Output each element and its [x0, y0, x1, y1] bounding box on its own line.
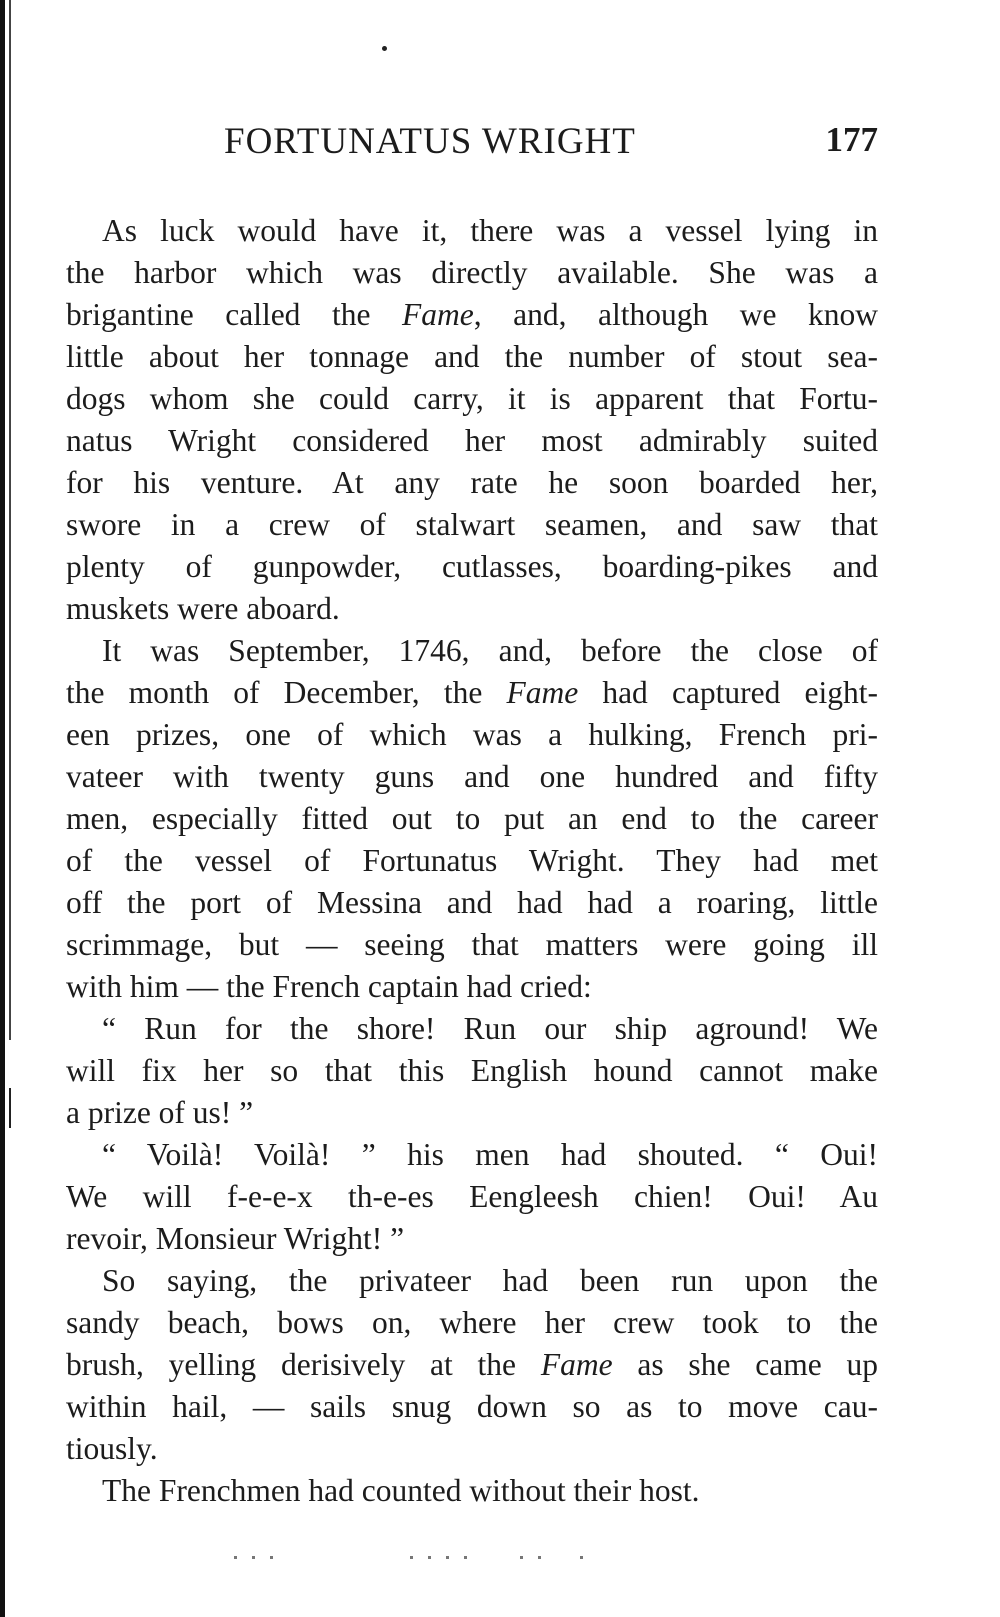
body-text	[66, 210, 878, 1512]
text-line: men, especially fitted out to put an end to the career	[66, 801, 878, 836]
text-line: plenty of gunpowder, cutlasses, boarding-pikes and	[66, 549, 878, 584]
running-header	[66, 110, 878, 170]
ship-name: Fame	[506, 675, 579, 710]
text-line: will fix her so that this English hound cannot make	[66, 1053, 878, 1088]
bottom-print-marks	[234, 1556, 594, 1562]
page-binding-edge	[0, 0, 5, 1617]
paragraph	[66, 210, 878, 630]
page-binding-rule	[9, 0, 11, 1040]
text-line: brush, yelling derisively at the Fame as she came up	[66, 1347, 878, 1382]
text-line: little about her tonnage and the number of stout sea-	[66, 339, 878, 374]
text-line: scrimmage, but — seeing that matters were going ill	[66, 927, 878, 962]
ship-name: Fame	[401, 297, 474, 332]
text-line: a prize of us! ”	[66, 1095, 254, 1130]
text-line: vateer with twenty guns and one hundred and fifty	[66, 759, 878, 794]
text-line: for his venture. At any rate he soon boarded her,	[66, 465, 878, 500]
text-line: sandy beach, bows on, where her crew took to the	[66, 1305, 878, 1340]
text-line: swore in a crew of stalwart seamen, and saw that	[66, 507, 878, 542]
text-line: revoir, Monsieur Wright! ”	[66, 1221, 405, 1256]
text-line: brigantine called the Fame, and, although we know	[66, 297, 878, 332]
paragraph	[66, 630, 878, 1008]
page-binding-mark	[9, 1088, 11, 1128]
text-line: off the port of Messina and had had a roaring, little	[66, 885, 878, 920]
text-line: It was September, 1746, and, before the close of	[102, 633, 878, 668]
text-line: with him — the French captain had cried:	[66, 969, 592, 1004]
text-line: natus Wright considered her most admirably suited	[66, 423, 878, 458]
page-number: 177	[825, 120, 878, 159]
text-line: “ Voilà! Voilà! ” his men had shouted. “ Oui!	[102, 1137, 878, 1172]
text-line: So saying, the privateer had been run upon the	[102, 1263, 878, 1298]
paragraph	[66, 1008, 878, 1134]
running-title: FORTUNATUS WRIGHT	[224, 121, 636, 162]
text-line: “ Run for the shore! Run our ship aground! We	[102, 1011, 878, 1046]
text-line: We will f-e-e-x th-e-es Eengleesh chien! Oui! Au	[66, 1179, 878, 1214]
text-line: the harbor which was directly available. She was a	[66, 255, 878, 290]
text-line: of the vessel of Fortunatus Wright. They had met	[66, 843, 878, 878]
text-line: As luck would have it, there was a vessel lying in	[102, 213, 878, 248]
text-line: the month of December, the Fame had captured eight-	[66, 675, 878, 710]
text-line: within hail, — sails snug down so as to move cau-	[66, 1389, 878, 1424]
text-line: The Frenchmen had counted without their host.	[102, 1473, 700, 1508]
ship-name: Fame	[540, 1347, 613, 1382]
paragraph	[66, 1260, 878, 1470]
text-line: dogs whom she could carry, it is apparent that Fortu-	[66, 381, 878, 416]
text-line: muskets were aboard.	[66, 591, 340, 626]
paragraph	[66, 1134, 878, 1260]
text-line: tiously.	[66, 1431, 158, 1466]
text-line: een prizes, one of which was a hulking, French pri-	[66, 717, 878, 752]
printer-dot	[382, 46, 387, 51]
paragraph	[66, 1470, 878, 1512]
